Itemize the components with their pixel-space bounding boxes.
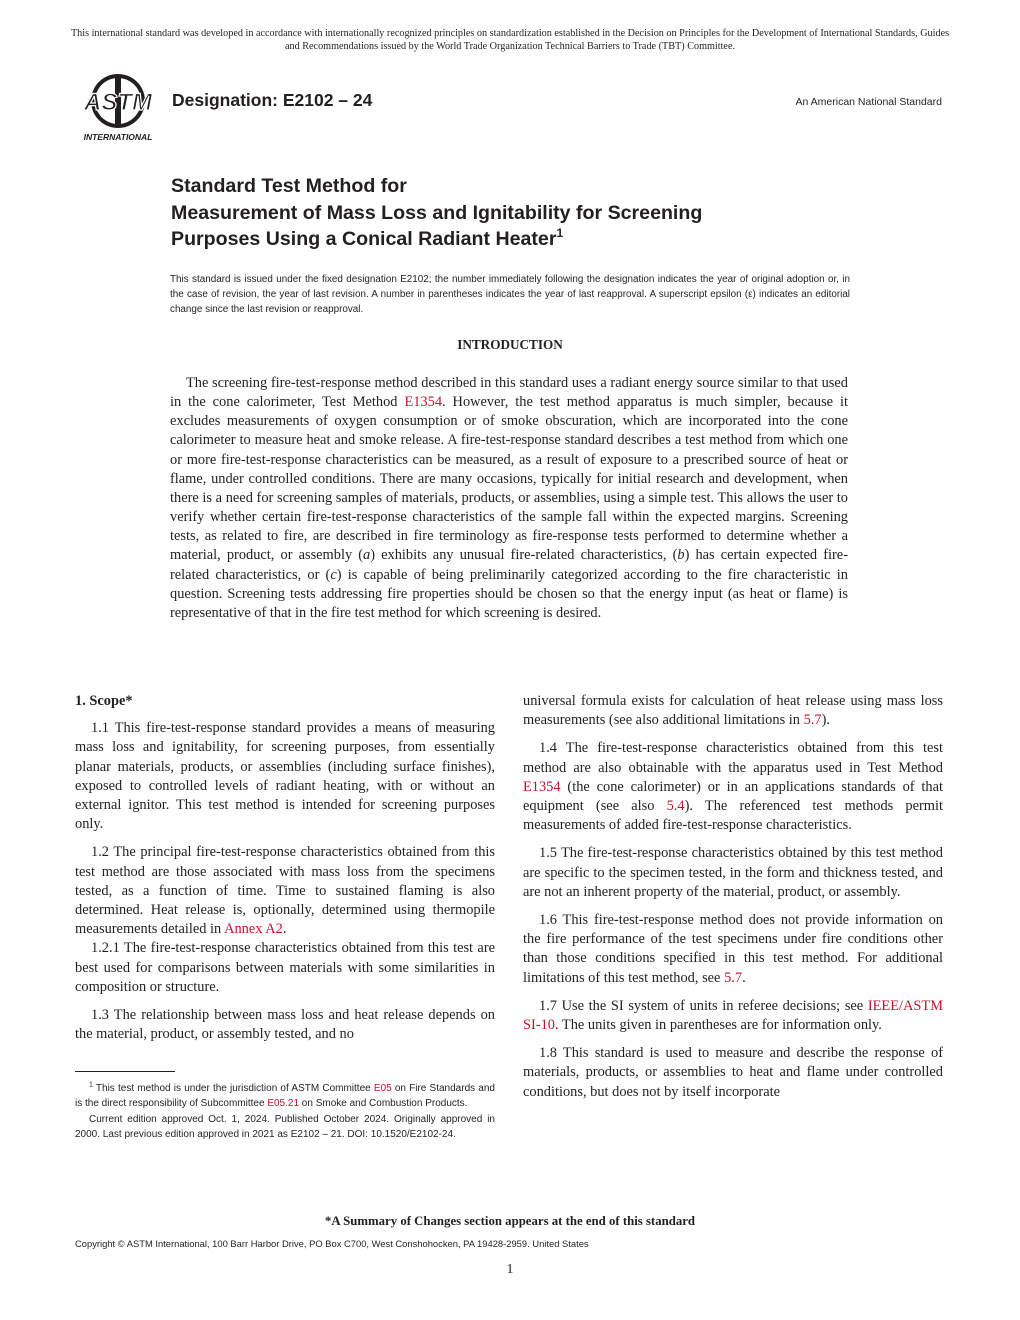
title-line-2: Measurement of Mass Loss and Ignitability for Screening — [171, 201, 703, 224]
para-1-7 — [523, 997, 943, 1035]
page-number: 1 — [506, 1262, 514, 1277]
committee-e05-link[interactable]: E05 — [373, 1083, 392, 1094]
intro-text-4: ) has certain expected fire-related characteristics, or ( — [170, 547, 848, 583]
left-column — [75, 692, 495, 1053]
para-1-6-end: . — [742, 969, 746, 986]
wto-notice: This international standard was developed in accordance with internationally recognized principles on standardization established in the Decision on Principles for the Development of International Standards, Guides and Recommendations issued by the World Trade Organization Technical Barriers to Trade (TBT) Committee. — [70, 28, 950, 52]
national-standard-label: An American National Standard — [795, 96, 942, 108]
right-column — [523, 692, 943, 1111]
e1354-link[interactable]: E1354 — [523, 778, 561, 795]
scope-heading: 1. Scope* — [75, 693, 133, 709]
para-1-3-cont-text: universal formula exists for calculation of heat release using mass loss measurements (see also additional limitations in — [523, 693, 943, 729]
astm-logo-icon — [74, 74, 162, 144]
designation: Designation: E2102 – 24 — [172, 90, 373, 110]
para-1-7-end: . The units given in parentheses are for information only. — [554, 1017, 882, 1034]
intro-text-1: The screening fire-test-response method described in this standard uses a radiant energy source similar to that used in the cone calorimeter, Test Method — [170, 375, 848, 411]
para-1-4-a: 1.4 The fire-test-response characteristics obtained from this test method are also obtainable with the apparatus used in Test Method — [523, 740, 943, 776]
footnote-divider — [75, 1071, 175, 1072]
introduction-paragraph — [170, 374, 848, 623]
intro-item-a: a — [363, 547, 371, 564]
section-5-7-link[interactable]: 5.7 — [803, 712, 822, 729]
para-1-6-text: 1.6 This fire-test-response method does not provide information on the fire performance of the test specimens under fire conditions other than those conditions specified in this test method. For additional limitations of this test method, see — [523, 912, 943, 986]
section-5-7-link-2[interactable]: 5.7 — [724, 969, 743, 986]
subcommittee-e05-21-link[interactable]: E05.21 — [267, 1098, 300, 1110]
footnote-edition: Current edition approved Oct. 1, 2024. Published October 2024. Originally approved in 2000. Last previous edition approved in 2021 as E2102 – 21. DOI: 10.1520/E2102-24. — [75, 1113, 495, 1141]
para-1-2-text: 1.2 The principal fire-test-response characteristics obtained from this test method are those associated with mass loss from the specimens tested, as a function of time. Time to sustained flaming is also determined. Heat release is, optionally, determined using thermopile measurements detailed in — [75, 844, 495, 938]
para-1-4-b: (the cone calorimeter) or in an applications standards of that equipment (see also — [523, 778, 943, 815]
intro-text-3: ) exhibits any unusual fire-related characteristics, ( — [370, 547, 678, 564]
intro-text-2: . However, the test method apparatus is much simpler, because it excludes measurements of oxygen consumption or of smoke obscuration, which are incorporated into the cone calorimeter to measure heat and smoke release. A fire-test-response standard describes a test method from which one or more fire-test-response characteristics can be measured, as a result of exposure to a prescribed source of heat or flame, under controlled conditions. There are many occasions, typically for initial research and development, when there is a need for screening samples of materials, products, or assemblies, using a simple test. This allows the user to verify whether certain fire-test-response characteristics of the sample fall within the expected margins. Screening tests, as related to fire, are described in fire terminology as fire-response tests performed to determine whether a material, product, or assembly ( — [170, 394, 848, 564]
para-1-3: 1.3 The relationship between mass loss and heat release depends on the material, product, or assembly tested, and no — [75, 1007, 495, 1043]
para-1-3-end: ). — [821, 712, 830, 729]
para-1-1: 1.1 This fire-test-response standard provides a means of measuring mass loss and ignitability, for screening purposes, from essentially planar materials, products, or assemblies (including surface finishes), exposed to controlled levels of radiant heating, with or without an external ignitor. This test method is intended for screening purposes only. — [75, 720, 495, 833]
para-1-6 — [523, 911, 943, 988]
document-title — [171, 173, 891, 253]
footnote-1 — [75, 1081, 495, 1112]
title-line-3: Purposes Using a Conical Radiant Heater — [171, 228, 557, 250]
title-footnote-mark: 1 — [556, 226, 564, 240]
astm-logo — [74, 74, 162, 144]
para-1-4-c: ). The referenced test methods permit measurements of added fire-test-response characteristics. — [523, 798, 943, 834]
para-1-3-continued — [523, 692, 943, 730]
intro-text-5: ) is capable of being preliminarily categorized according to the fire characteristic in question. Screening tests addressing fire properties should be chosen so that the energy input (as heat or flame) is representative of that in the fire test method for which screening is desired. — [170, 566, 848, 621]
copyright: Copyright © ASTM International, 100 Barr Harbor Drive, PO Box C700, West Conshohocken, PA 19428-2959. United States — [75, 1238, 589, 1249]
intro-item-c: c — [330, 566, 337, 583]
logo-wordmark: INTERNATIONAL — [83, 132, 153, 142]
annex-a2-link[interactable]: Annex A2 — [224, 921, 283, 938]
para-1-2-1: 1.2.1 The fire-test-response characteristics obtained from this test are best used for comparisons between materials with some similarities in composition or structure. — [75, 940, 495, 995]
footnote-text-a: This test method is under the jurisdiction of ASTM Committee — [95, 1083, 374, 1094]
intro-link-e1354[interactable]: E1354 — [404, 394, 443, 411]
para-1-2-end: . — [282, 921, 287, 938]
para-1-8: 1.8 This standard is used to measure and describe the response of materials, products, or assemblies to heat and flame under controlled conditions, but does not by itself incorporate — [523, 1045, 943, 1100]
footnote — [75, 1081, 495, 1143]
logo-letters: ASTM — [84, 89, 152, 116]
footnote-text-c: on Smoke and Combustion Products. — [299, 1098, 468, 1110]
para-1-2 — [75, 843, 495, 939]
summary-of-changes-note: *A Summary of Changes section appears at the end of this standard — [324, 1214, 696, 1228]
introduction-heading: INTRODUCTION — [457, 337, 563, 352]
footnote-text-b: on Fire Standards and is the direct responsibility of Subcommittee — [75, 1083, 495, 1110]
title-line-1: Standard Test Method for — [171, 175, 407, 197]
section-5-4-link[interactable]: 5.4 — [666, 798, 685, 815]
intro-item-b: b — [677, 547, 685, 564]
para-1-7-text: 1.7 Use the SI system of units in referee decisions; see — [539, 997, 868, 1014]
para-1-5: 1.5 The fire-test-response characteristics obtained by this test method are specific to the specimen tested, in the form and thickness tested, and are not an inherent property of the material, product, or assembly. — [523, 845, 943, 900]
issuance-note: This standard is issued under the fixed designation E2102; the number immediately following the designation indicates the year of original adoption or, in the case of revision, the year of last revision. A number in parentheses indicates the year of last reapproval. A superscript epsilon (ε) indicates an editorial change since the last revision or reapproval. — [170, 274, 850, 315]
ieee-astm-si-10-link[interactable]: IEEE/ASTM SI-10 — [523, 997, 943, 1034]
footnote-mark: 1 — [89, 1081, 93, 1089]
para-1-4 — [523, 739, 943, 835]
